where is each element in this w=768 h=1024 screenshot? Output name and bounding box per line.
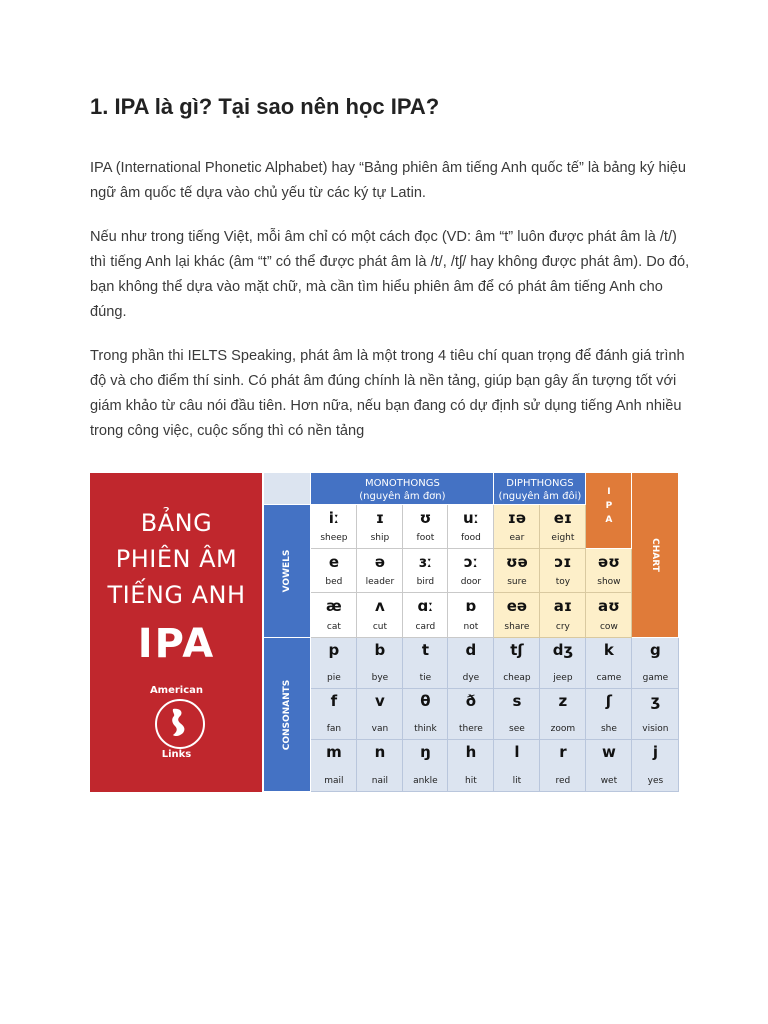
phoneme-symbol: r — [559, 743, 567, 761]
example-word: think — [414, 724, 437, 734]
consonants-label: CONSONANTS — [282, 679, 293, 750]
monothongs-title: MONOTHONGS — [364, 478, 440, 489]
phoneme-symbol: k — [603, 641, 614, 659]
cover-ipa-title: IPA — [137, 621, 216, 667]
diphthong-cell — [586, 549, 632, 593]
phoneme-symbol: ɒ — [465, 597, 477, 615]
example-word: sure — [507, 577, 527, 587]
example-word: bird — [416, 577, 435, 587]
phoneme-symbol: b — [374, 641, 386, 659]
diphthongs-title: DIPHTHONGS — [506, 478, 574, 489]
consonant-cell — [403, 638, 448, 689]
consonant-cell — [540, 689, 586, 740]
monothong-cell — [357, 593, 403, 638]
example-word: red — [555, 776, 571, 786]
monothongs-subtitle: (nguyên âm đơn) — [359, 491, 446, 502]
phoneme-symbol: v — [375, 692, 385, 710]
consonant-cell — [494, 740, 540, 792]
example-word: cat — [326, 622, 341, 632]
example-word: ear — [509, 533, 525, 543]
consonant-cell — [448, 689, 494, 740]
phoneme-symbol: aɪ — [553, 597, 573, 615]
consonant-cell — [403, 689, 448, 740]
example-word: bye — [371, 673, 389, 683]
example-word: she — [600, 724, 617, 734]
example-word: food — [460, 533, 481, 543]
consonants-side-label — [264, 638, 311, 792]
example-word: cow — [599, 622, 618, 632]
consonant-cell — [448, 638, 494, 689]
vietnam-map-icon — [165, 707, 195, 739]
consonant-cell — [357, 638, 403, 689]
monothongs-header — [311, 473, 494, 505]
example-word: tie — [419, 673, 432, 683]
phoneme-symbol: ɑː — [417, 597, 434, 615]
example-word: eight — [551, 533, 575, 543]
american-links-logo — [155, 699, 205, 749]
consonant-cell — [540, 740, 586, 792]
chart-corner — [264, 473, 311, 505]
monothong-cell — [448, 549, 494, 593]
example-word: not — [463, 622, 479, 632]
monothong-cell — [448, 593, 494, 638]
consonant-cell — [403, 740, 448, 792]
phoneme-symbol: ɔː — [463, 553, 478, 571]
consonant-cell — [357, 740, 403, 792]
consonant-cell — [448, 740, 494, 792]
phoneme-symbol: s — [512, 692, 522, 710]
phoneme-symbol: tʃ — [510, 641, 524, 659]
phoneme-symbol: ʊə — [506, 553, 528, 571]
example-word: show — [597, 577, 621, 587]
consonant-cell — [632, 638, 679, 689]
ipa-chart-image — [90, 473, 678, 792]
phoneme-symbol: f — [330, 692, 338, 710]
phoneme-symbol: əʊ — [598, 553, 620, 571]
example-word: ankle — [413, 776, 438, 786]
example-word: fan — [326, 724, 342, 734]
example-word: card — [415, 622, 436, 632]
logo-text-bottom: Links — [161, 749, 192, 760]
monothong-cell — [403, 593, 448, 638]
phoneme-symbol: g — [650, 641, 661, 659]
phoneme-symbol: aʊ — [598, 597, 620, 615]
consonant-cell — [311, 638, 357, 689]
phoneme-symbol: uː — [463, 509, 479, 527]
chart-label: CHART — [650, 538, 661, 572]
diphthong-cell — [494, 593, 540, 638]
example-word: bed — [325, 577, 343, 587]
vowels-side-label — [264, 505, 311, 638]
ipa-label-cell — [586, 473, 632, 549]
example-word: hit — [465, 776, 477, 786]
phoneme-symbol: iː — [328, 509, 339, 527]
paragraph-1: IPA (International Phonetic Alphabet) hay “Bảng phiên âm tiếng Anh quốc tế” là bảng ký hiệu ngữ âm quốc tế dựa vào chủ yếu từ các ký tự Latin. — [90, 160, 687, 201]
consonant-cell — [632, 740, 679, 792]
phoneme-symbol: ɪə — [507, 509, 527, 527]
example-word: sheep — [320, 533, 348, 543]
consonant-cell — [540, 638, 586, 689]
monothong-cell — [403, 549, 448, 593]
phoneme-symbol: e — [328, 553, 339, 571]
example-word: van — [371, 724, 389, 734]
chart-label-cell — [632, 473, 679, 638]
monothong-cell — [403, 505, 448, 549]
example-word: cheap — [503, 673, 531, 683]
consonant-cell — [586, 689, 632, 740]
phoneme-symbol: ɪ — [375, 509, 384, 527]
phoneme-symbol: ʊ — [419, 509, 432, 527]
phoneme-symbol: ɜː — [418, 553, 433, 571]
phoneme-symbol: l — [514, 743, 520, 761]
phoneme-symbol: p — [328, 641, 340, 659]
example-word: ship — [370, 533, 390, 543]
consonant-cell — [357, 689, 403, 740]
vowels-label: VOWELS — [282, 549, 293, 593]
example-word: wet — [600, 776, 618, 786]
example-word: toy — [555, 577, 571, 587]
cover-line-2: PHIÊN ÂM — [115, 545, 238, 573]
phoneme-symbol: j — [652, 743, 658, 761]
diphthong-cell — [494, 549, 540, 593]
phoneme-symbol: eə — [506, 597, 528, 615]
monothong-cell — [311, 549, 357, 593]
consonant-cell — [586, 740, 632, 792]
phoneme-symbol: h — [465, 743, 477, 761]
phoneme-symbol: w — [601, 743, 616, 761]
example-word: foot — [416, 533, 435, 543]
cover-line-1: BẢNG — [140, 509, 213, 537]
phoneme-symbol: ʌ — [375, 597, 385, 615]
diphthong-cell — [540, 505, 586, 549]
monothong-cell — [311, 593, 357, 638]
example-word: yes — [647, 776, 664, 786]
diphthong-cell — [540, 593, 586, 638]
example-word: mail — [324, 776, 344, 786]
phoneme-symbol: d — [465, 641, 477, 659]
example-word: door — [460, 577, 482, 587]
example-word: zoom — [550, 724, 576, 734]
diphthong-cell — [586, 593, 632, 638]
diphthongs-subtitle: (nguyên âm đôi) — [498, 491, 582, 502]
phoneme-symbol: dʒ — [552, 641, 574, 659]
example-word: lit — [512, 776, 522, 786]
phoneme-symbol: ʃ — [605, 692, 613, 710]
example-word: see — [509, 724, 525, 734]
logo-text-top: American — [149, 685, 204, 696]
cover-panel — [90, 473, 262, 792]
phoneme-symbol: ŋ — [420, 743, 431, 761]
monothong-cell — [311, 505, 357, 549]
example-word: jeep — [553, 673, 573, 683]
monothong-cell — [448, 505, 494, 549]
consonant-cell — [494, 638, 540, 689]
paragraph-2: Nếu như trong tiếng Việt, mỗi âm chỉ có một cách đọc (VD: âm “t” luôn được phát âm là /t/) thì tiếng Anh lại khác (âm “t” có thể được phát âm là /t/, /tʃ/ hay không được phát âm). Do đó, bạn không thể dựa vào mặt chữ, mà cần tìm hiểu phiên âm để có phát âm tiếng Anh cho đúng. — [90, 229, 690, 320]
phoneme-symbol: ʒ — [650, 692, 661, 710]
page-title: 1. IPA là gì? Tại sao nên học IPA? — [90, 94, 440, 119]
example-word: cut — [372, 622, 387, 632]
ipa-label: I P A — [605, 487, 613, 525]
example-word: vision — [642, 724, 669, 734]
phoneme-symbol: ð — [465, 692, 477, 710]
consonant-cell — [311, 740, 357, 792]
example-word: nail — [371, 776, 389, 786]
consonant-cell — [311, 689, 357, 740]
article — [90, 88, 690, 463]
example-word: game — [642, 673, 669, 683]
example-word: dye — [462, 673, 480, 683]
phoneme-symbol: ɔɪ — [554, 553, 572, 571]
phoneme-symbol: æ — [326, 597, 342, 615]
phoneme-symbol: z — [558, 692, 568, 710]
consonant-cell — [632, 689, 679, 740]
diphthongs-header — [494, 473, 586, 505]
example-word: share — [504, 622, 530, 632]
consonant-cell — [494, 689, 540, 740]
ipa-chart-grid — [264, 473, 678, 792]
phoneme-symbol: eɪ — [553, 509, 573, 527]
phoneme-symbol: ə — [374, 553, 385, 571]
phoneme-symbol: t — [421, 641, 429, 659]
diphthong-cell — [540, 549, 586, 593]
monothong-cell — [357, 549, 403, 593]
example-word: came — [596, 673, 622, 683]
example-word: cry — [555, 622, 570, 632]
monothong-cell — [357, 505, 403, 549]
example-word: leader — [365, 577, 395, 587]
example-word: pie — [327, 673, 341, 683]
consonant-cell — [586, 638, 632, 689]
phoneme-symbol: n — [374, 743, 386, 761]
paragraph-3: Trong phần thi IELTS Speaking, phát âm là một trong 4 tiêu chí quan trọng để đánh giá trình độ và cho điểm thí sinh. Có phát âm đúng chính là nền tảng, giúp bạn gây ấn tượng tốt với giám khảo từ câu nói đầu tiên. Hơn nữa, nếu bạn đang có dự định sử dụng tiếng Anh nhiều trong công việc, cuộc sống thì có nền tảng — [90, 348, 685, 439]
cover-line-3: TIẾNG ANH — [107, 581, 246, 609]
example-word: there — [459, 724, 483, 734]
phoneme-symbol: m — [326, 743, 342, 761]
diphthong-cell — [494, 505, 540, 549]
phoneme-symbol: θ — [420, 692, 431, 710]
